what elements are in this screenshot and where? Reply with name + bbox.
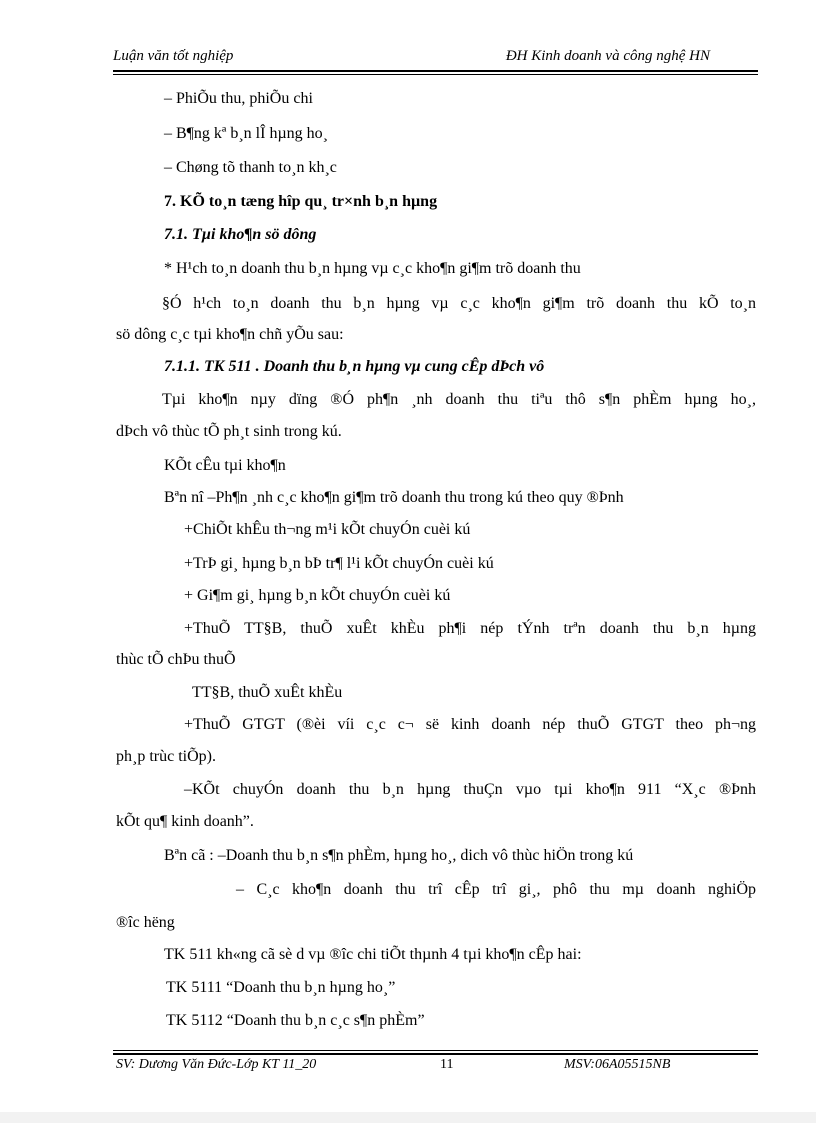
- paragraph-line: ph¸p trùc tiÕp).: [116, 748, 216, 765]
- paragraph-line: KÕt cÊu tµi kho¶n: [164, 457, 286, 474]
- page-footer: [116, 1057, 756, 1077]
- list-item: +ChiÕt khÊu th¬ng m¹i kÕt chuyÓn cuèi kú: [184, 521, 471, 538]
- paragraph-line: TK 511 kh«ng cã sè d vµ ®îc chi tiÕt thµnh 4 tµi kho¶n cÊp hai:: [164, 946, 582, 963]
- paragraph-line: TT§B, thuÕ xuÊt khÈu: [192, 684, 343, 701]
- list-item: – C¸c kho¶n doanh thu trî cÊp trî gi¸, phô thu mµ doanh nghiÖp: [236, 881, 756, 898]
- paragraph-line: sö dông c¸c tµi kho¶n chñ yÕu sau:: [116, 326, 344, 343]
- subsection-heading: 7.1. Tµi kho¶n sö dông: [164, 226, 317, 243]
- section-heading: 7. KÕ to¸n tæng hîp qu¸ tr×nh b¸n hµng: [164, 193, 438, 210]
- list-item: – B¶ng kª b¸n lÎ hµng ho¸: [164, 125, 328, 142]
- footer-student-id: MSV:06A05515NB: [564, 1057, 671, 1072]
- list-item: TK 5112 “Doanh thu b¸n c¸c s¶n phÈm”: [166, 1012, 425, 1029]
- header-divider: [113, 70, 758, 75]
- paragraph-line: Tµi kho¶n nµy dïng ®Ó ph¶n ¸nh doanh thu tiªu thô s¶n phÈm hµng ho¸,: [162, 391, 756, 408]
- list-item: +TrÞ gi¸ hµng b¸n bÞ tr¶ l¹i kÕt chuyÓn cuèi kú: [184, 555, 494, 572]
- paragraph-line: thùc tÕ chÞu thuÕ: [116, 651, 236, 668]
- list-item: –KÕt chuyÓn doanh thu b¸n hµng thuÇn vµo tµi kho¶n 911 “X¸c ®Þnh: [184, 781, 756, 798]
- paragraph-line: * H¹ch to¸n doanh thu b¸n hµng vµ c¸c kho¶n gi¶m trõ doanh thu: [164, 260, 581, 277]
- list-item: +ThuÕ GTGT (®èi víi c¸c c¬ së kinh doanh nép thuÕ GTGT theo ph¬ng: [184, 716, 756, 733]
- list-item: + Gi¶m gi¸ hµng b¸n kÕt chuyÓn cuèi kú: [184, 587, 451, 604]
- list-item: TK 5111 “Doanh thu b¸n hµng ho¸”: [166, 979, 396, 996]
- paragraph-line: §Ó h¹ch to¸n doanh thu b¸n hµng vµ c¸c kho¶n gi¶m trõ doanh thu kÕ to¸n: [162, 295, 756, 312]
- list-item: +ThuÕ TT§B, thuÕ xuÊt khÈu ph¶i nép tÝnh trªn doanh thu b¸n hµng: [184, 620, 756, 637]
- paragraph-line: Bªn nî –Ph¶n ¸nh c¸c kho¶n gi¶m trõ doanh thu trong kú theo quy ®Þnh: [164, 489, 624, 506]
- header-university: ĐH Kinh doanh và công nghệ HN: [505, 48, 710, 64]
- header-thesis-label: Luận văn tốt nghiệp: [113, 48, 234, 64]
- page-bottom-band: [0, 1112, 816, 1123]
- page-number: 11: [440, 1057, 454, 1072]
- page-header: [113, 48, 758, 70]
- subsection-heading: 7.1.1. TK 511 . Doanh thu b¸n hµng vµ cung cÊp dÞch vô: [164, 358, 545, 375]
- footer-student: SV: Dương Văn Đức-Lớp KT 11_20: [116, 1057, 317, 1072]
- list-item: – PhiÕu thu, phiÕu chi: [164, 90, 313, 107]
- paragraph-line: dÞch vô thùc tÕ ph¸t sinh trong kú.: [116, 423, 342, 440]
- list-item: – Chøng tõ thanh to¸n kh¸c: [164, 159, 337, 176]
- footer-divider: [113, 1050, 758, 1055]
- paragraph-line: ®îc hëng: [116, 914, 175, 931]
- paragraph-line: kÕt qu¶ kinh doanh”.: [116, 813, 254, 830]
- paragraph-line: Bªn cã : –Doanh thu b¸n s¶n phÈm, hµng ho¸, dich vô thùc hiÖn trong kú: [164, 847, 634, 864]
